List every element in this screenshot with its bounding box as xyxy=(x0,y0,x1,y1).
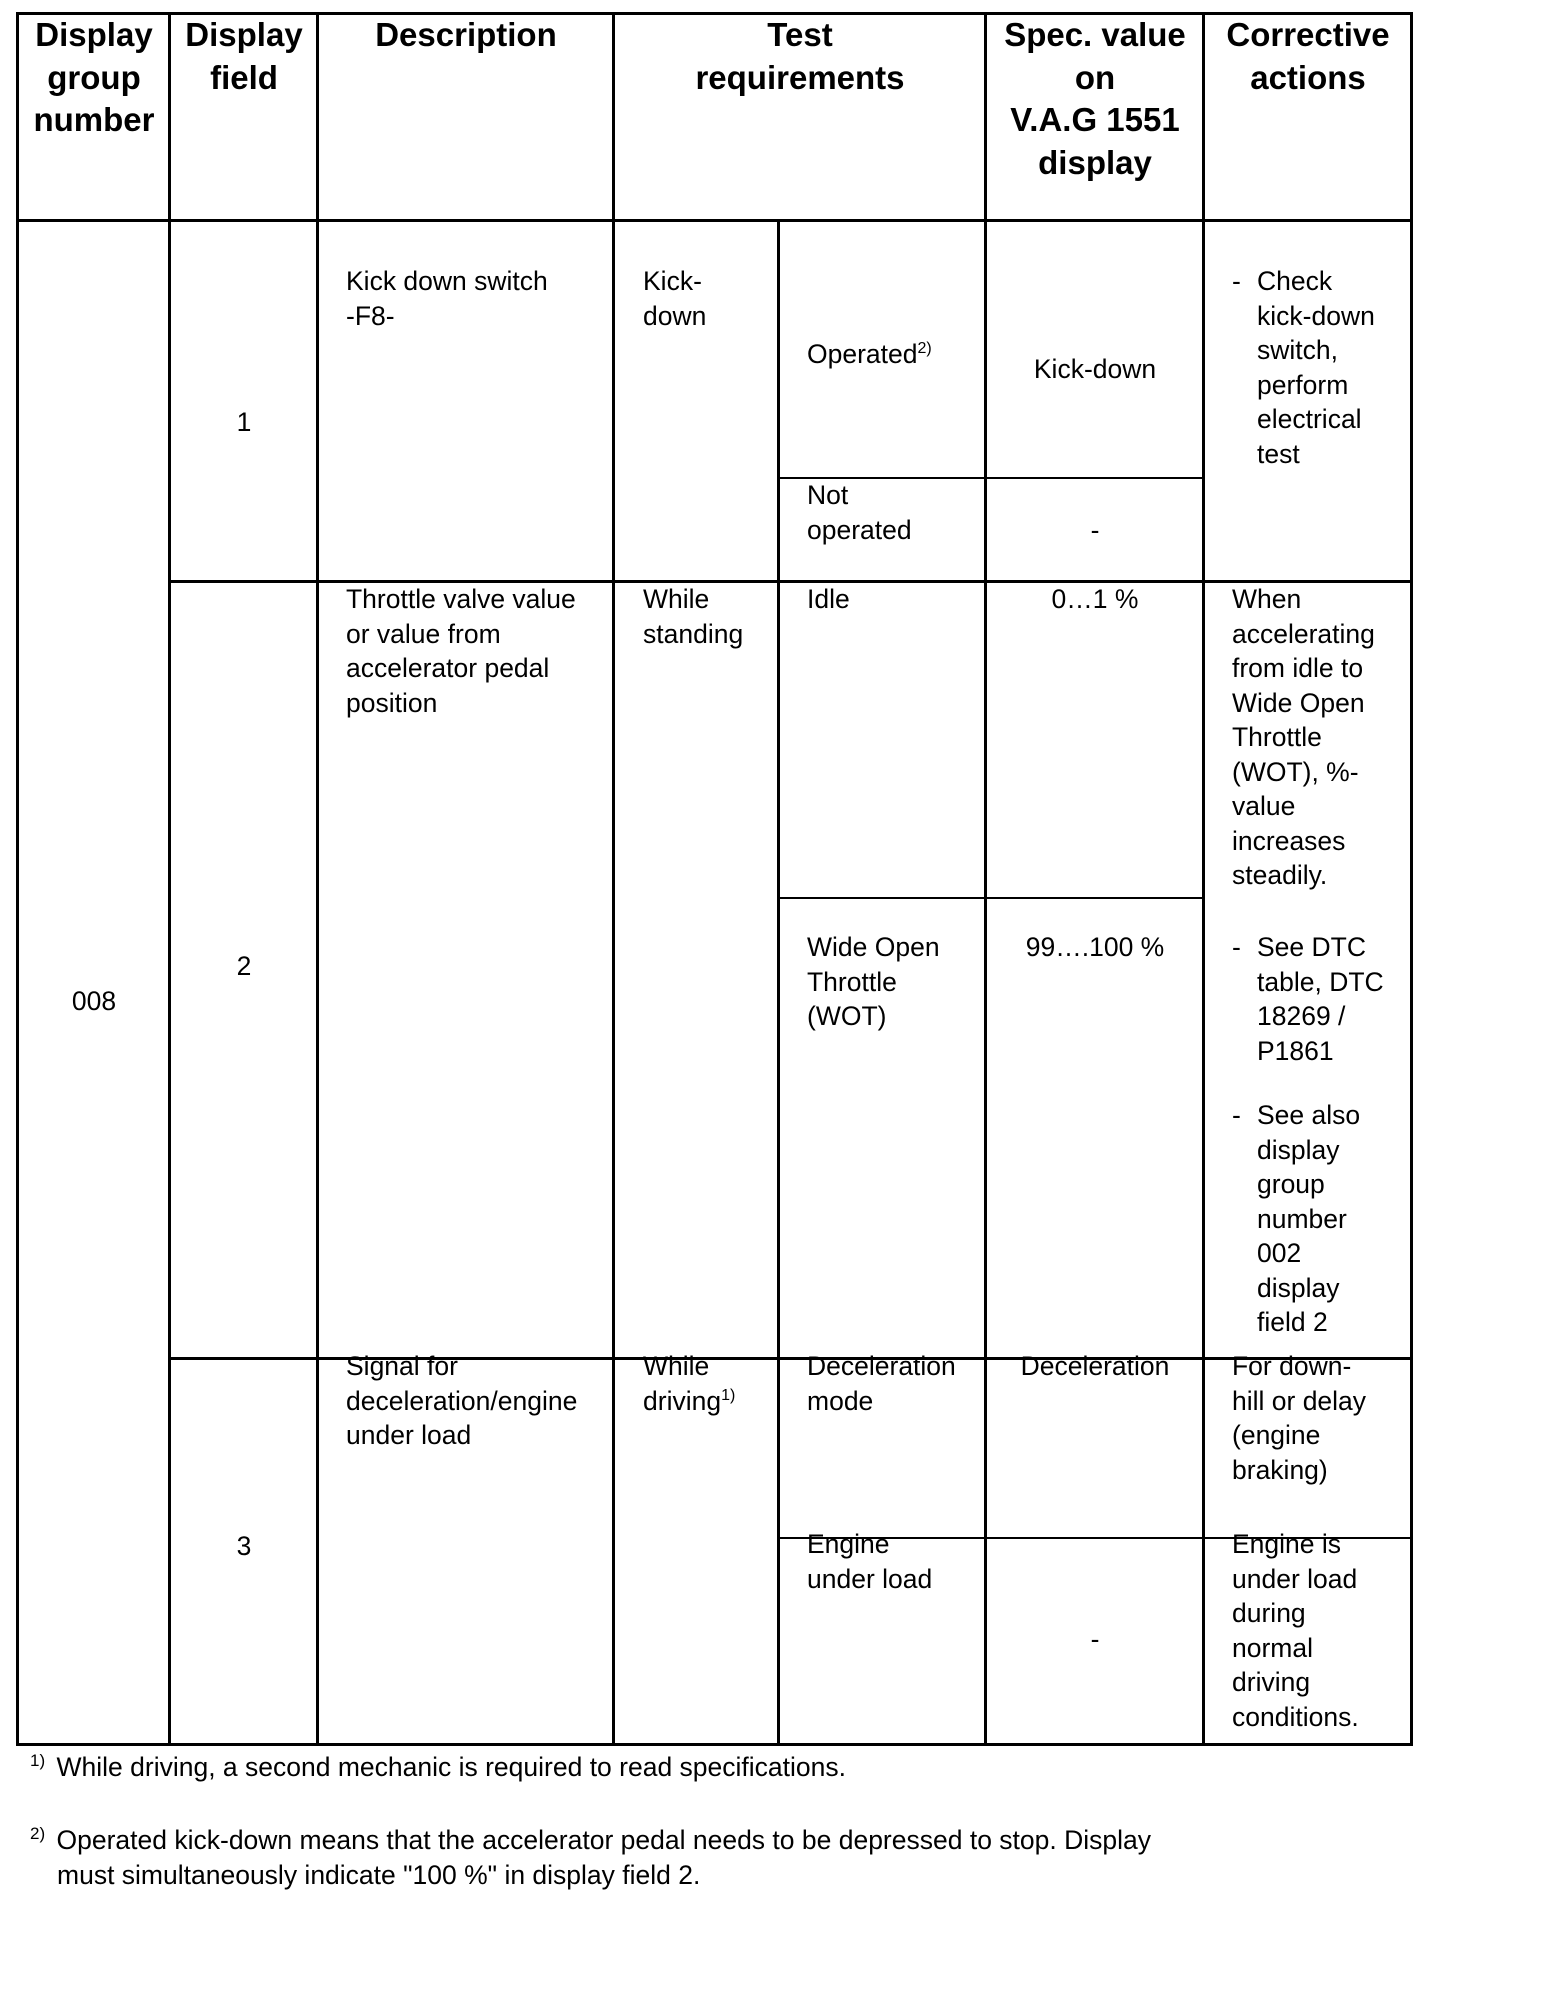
state-cell: Operated$^{2)}$ xyxy=(807,339,932,369)
spec-value-cell: Deceleration xyxy=(1020,1351,1170,1381)
condition-cell: While standing xyxy=(643,584,744,649)
spec-value-cell: - xyxy=(1090,515,1100,545)
header-display-group-number: Display group number xyxy=(33,16,155,138)
state-cell: Deceleration mode xyxy=(807,1351,956,1416)
description-cell: Kick down switch -F8- xyxy=(346,266,548,331)
spec-value-cell: 0…1 % xyxy=(1051,584,1139,614)
spec-value-cell: - xyxy=(1090,1624,1100,1654)
corrective-cell: Engine is under load during normal driving conditions. xyxy=(1232,1529,1359,1732)
footnote-continuation: must simultaneously indicate "100 %" in display field 2. xyxy=(57,1860,701,1890)
header-display-field: Display field xyxy=(185,16,303,96)
field-number-cell: 3 xyxy=(236,1531,252,1561)
state-cell: Idle xyxy=(807,584,850,614)
condition-cell: While driving$^{1)}$ xyxy=(643,1351,736,1416)
group-number-cell: 008 xyxy=(71,986,117,1016)
spec-value-cell: 99….100 % xyxy=(1025,932,1165,962)
footnote: $^{2)}$ Operated kick-down means that the accelerator pedal needs to be depressed to stop. Display xyxy=(30,1824,1151,1855)
corrective-cell: For down- hill or delay (engine braking) xyxy=(1232,1351,1367,1485)
state-cell: Wide Open Throttle (WOT) xyxy=(807,932,940,1031)
condition-cell: Kick- down xyxy=(643,266,707,331)
footnote-ref: 2) xyxy=(917,340,932,358)
corrective-cell: - Check kick-down switch, perform electrical test xyxy=(1232,266,1375,469)
state-cell: Engine under load xyxy=(807,1529,933,1594)
spec-value-cell: Kick-down xyxy=(1033,354,1157,384)
state-cell: Not operated xyxy=(807,480,912,545)
corrective-bullet: - See DTC table, DTC 18269 / P1861 xyxy=(1232,932,1384,1066)
footnote: $^{1)}$ While driving, a second mechanic is required to read specifications. xyxy=(30,1751,847,1782)
description-cell: Signal for deceleration/engine under load xyxy=(346,1351,578,1450)
description-cell: Throttle valve value or value from accelerator pedal position xyxy=(346,584,576,718)
header-test-requirements: Test requirements xyxy=(695,16,905,96)
footnote-mark: 2) xyxy=(30,1824,46,1844)
corrective-cell: When accelerating from idle to Wide Open Throttle (WOT), %- value increases steadily. xyxy=(1232,584,1375,890)
header-corrective-actions: Corrective actions xyxy=(1226,16,1390,96)
field-number-cell: 2 xyxy=(236,951,252,981)
header-description: Description xyxy=(375,16,557,53)
corrective-bullet: - See also display group number 002 display field 2 xyxy=(1232,1100,1361,1337)
footnote-mark: 1) xyxy=(30,1751,46,1771)
header-spec-value: Spec. value on V.A.G 1551 display xyxy=(1004,16,1186,181)
footnote-ref: 1) xyxy=(721,1386,736,1404)
field-number-cell: 1 xyxy=(236,407,252,437)
